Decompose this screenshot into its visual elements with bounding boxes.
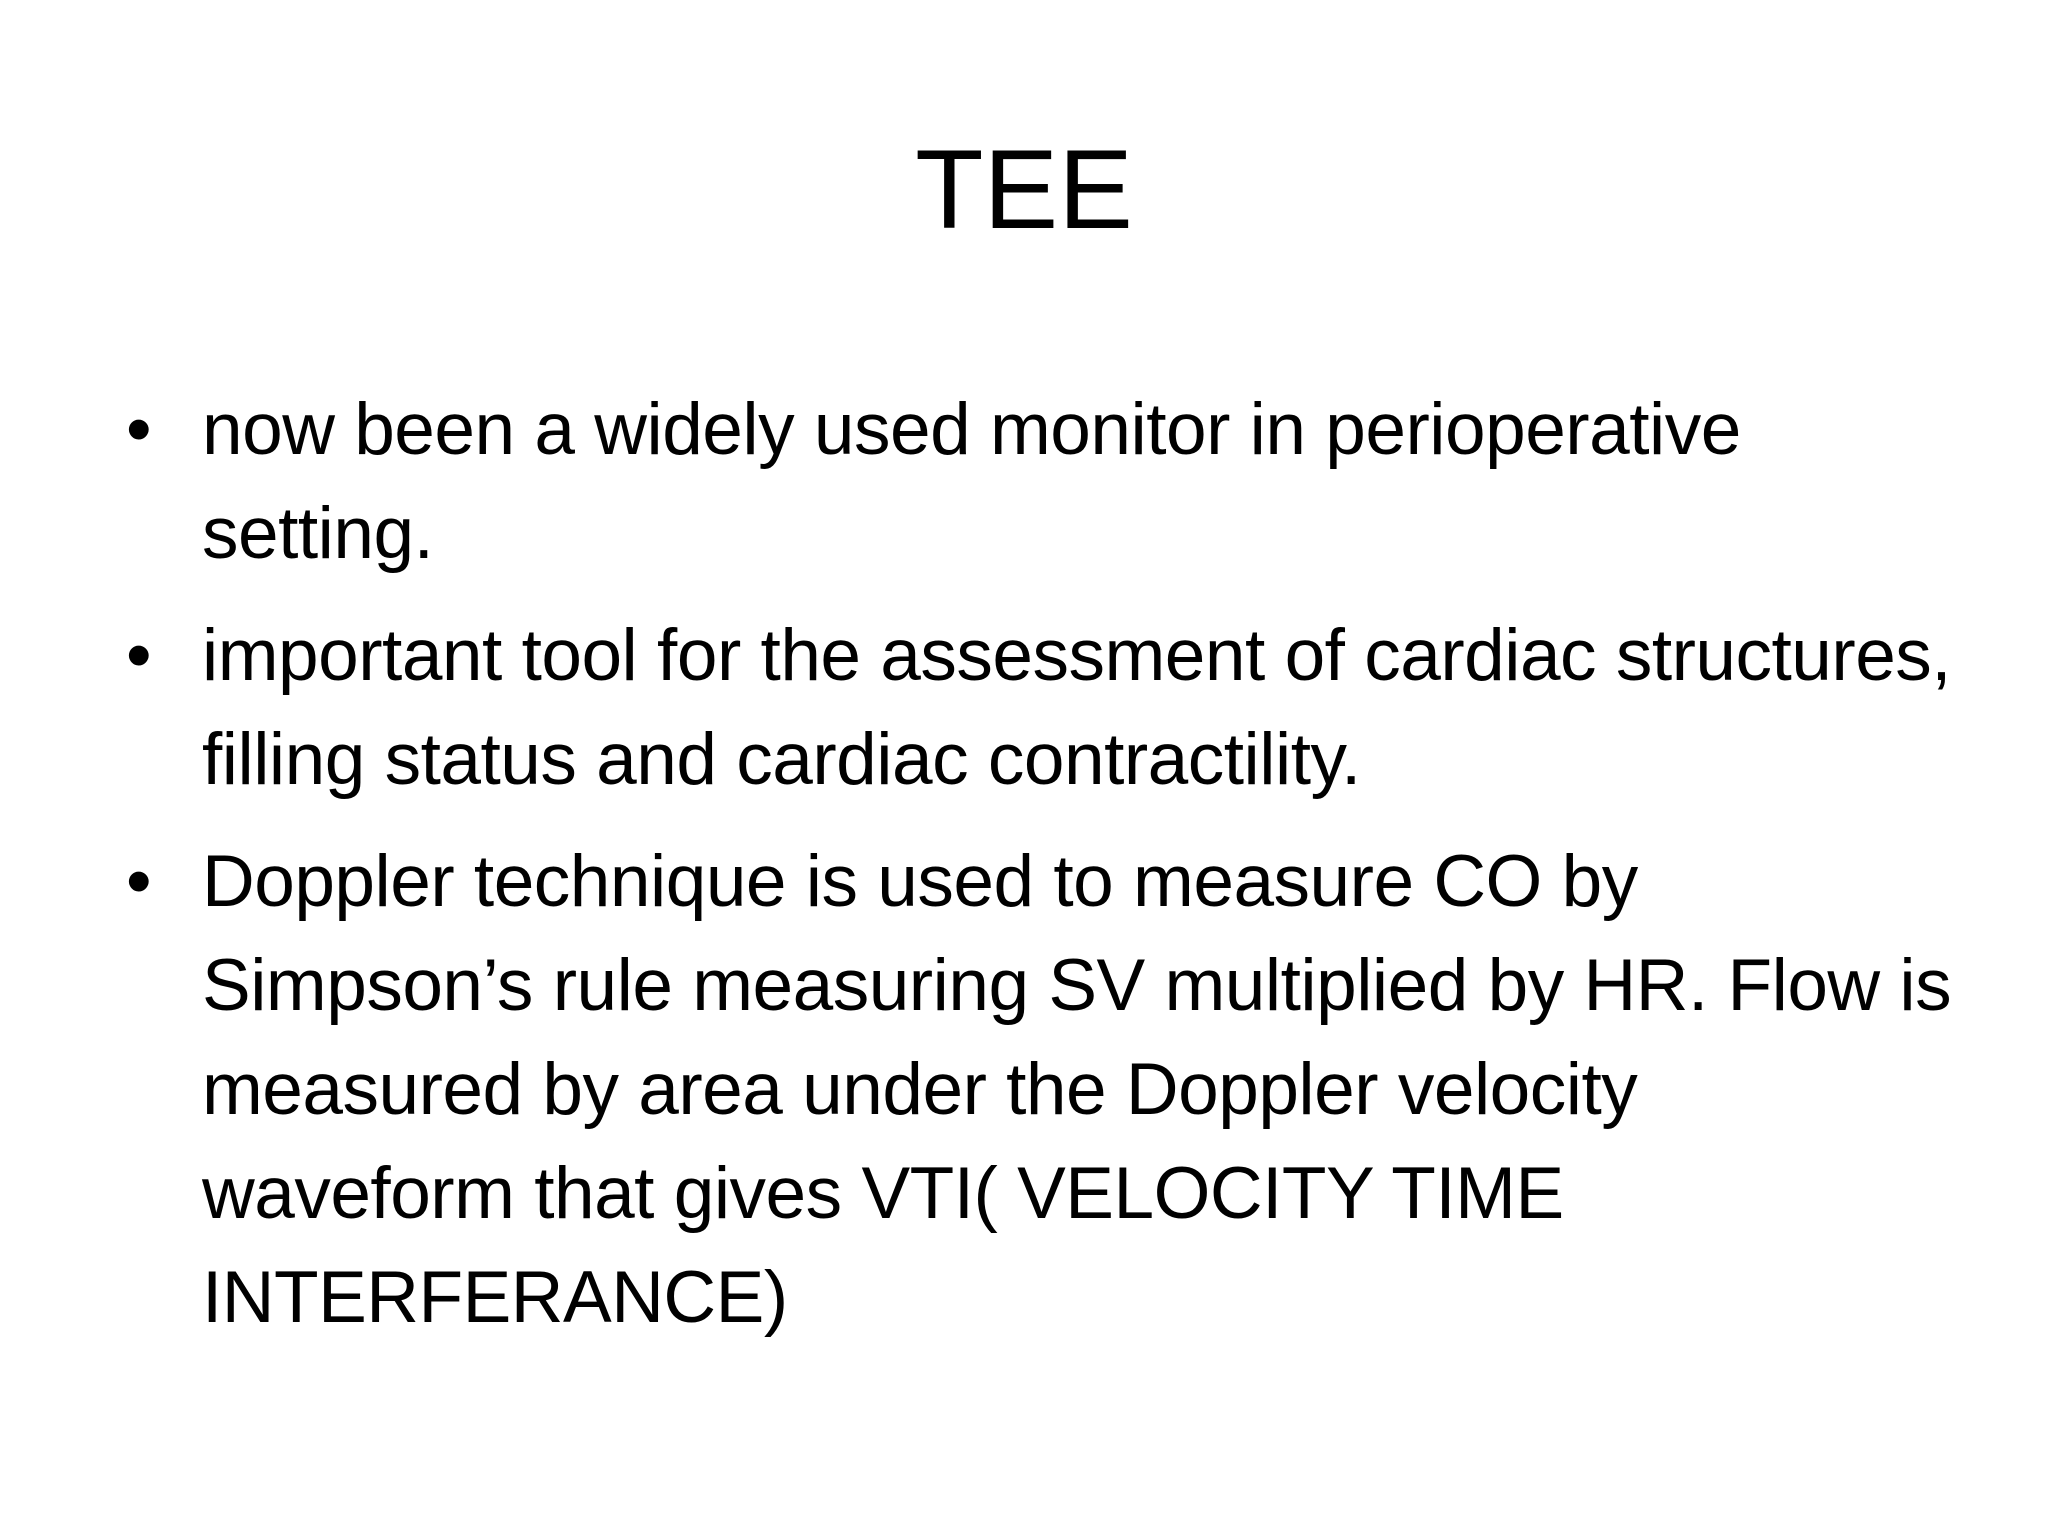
bullet-marker: • xyxy=(126,615,152,696)
bullet-list xyxy=(120,378,1960,1368)
bullet-item xyxy=(120,604,1960,812)
slide-title: TEE xyxy=(915,127,1133,252)
bullet-marker: • xyxy=(126,389,152,470)
bullet-marker: • xyxy=(126,841,152,922)
bullet-item xyxy=(120,378,1960,586)
bullet-text: now been a widely used monitor in perioperative setting. xyxy=(202,389,1741,574)
bullet-item xyxy=(120,830,1960,1350)
bullet-text: important tool for the assessment of cardiac structures, filling status and cardiac contractility. xyxy=(202,615,1952,800)
bullet-text: Doppler technique is used to measure CO by Simpson’s rule measuring SV multiplied by HR. Flow is measured by area under the Doppler velocity waveform that gives VTI( VELOCITY TIME INTERFERANCE) xyxy=(202,841,1952,1338)
